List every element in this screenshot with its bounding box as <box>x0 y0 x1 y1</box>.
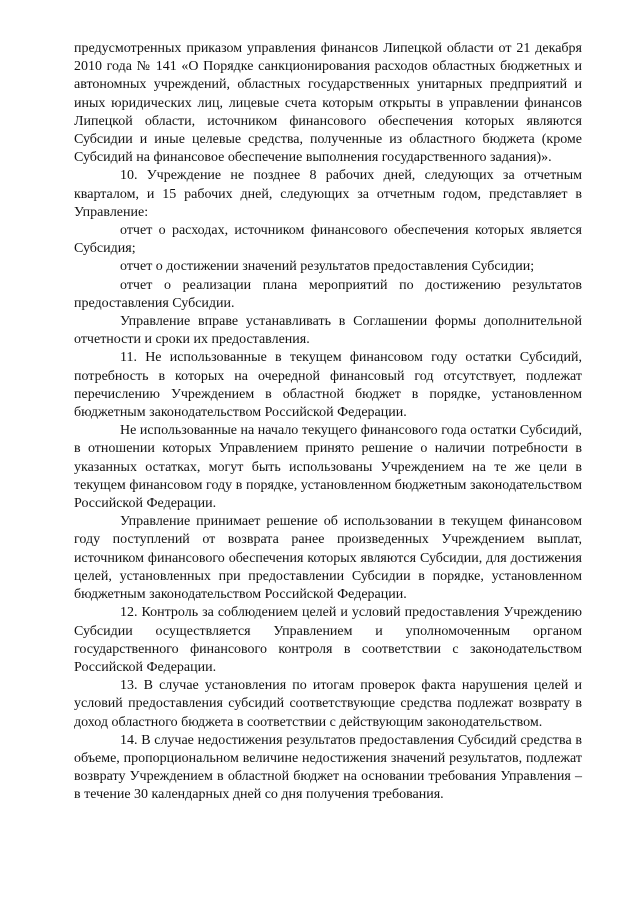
paragraph-additional-reporting: Управление вправе устанавливать в Соглашении формы дополнительной отчетности и сроки их предоставления. <box>74 314 582 348</box>
document-page <box>74 40 582 805</box>
paragraph-returned-payments: Управление принимает решение об использовании в текущем финансовом году поступлений от возврата ранее произведенных Учреждением выплат, источником финансового обеспечения которых являются Субсидии, для достижения целей, установленных при предоставлении Субсидии в порядке, установленном бюджетным законодательством Российской Федерации. <box>74 514 582 603</box>
paragraph-results-report: отчет о достижении значений результатов предоставления Субсидии; <box>120 259 535 275</box>
paragraph-clause-12: 12. Контроль за соблюдением целей и условий предоставления Учреждению Субсидии осуществляется Управлением и уполномоченным органом государственного финансового контроля в соответствии с законодательством Российской Федерации. <box>74 605 582 675</box>
paragraph-expense-report: отчет о расходах, источником финансового обеспечения которых является Субсидия; <box>74 223 582 257</box>
paragraph-continuation: предусмотренных приказом управления финансов Липецкой области от 21 декабря 2010 года № 141 «О Порядке санкционирования расходов областных бюджетных и автономных учреждений, областных государственных унитарных предприятий и иных юридических лиц, лицевые счета которым открыты в управлении финансов Липецкой области, источником финансового обеспечения которых являются Субсидии и иные целевые средства, полученные из областного бюджета (кроме Субсидий на финансовое обеспечение выполнения государственного задания)». <box>74 41 582 166</box>
paragraph-plan-report: отчет о реализации плана мероприятий по достижению результатов предоставления Субсидии. <box>74 277 582 311</box>
paragraph-unused-balances: Не использованные на начало текущего финансового года остатки Субсидий, в отношении которых Управлением принято решение о наличии потребности в указанных остатках, могут быть использованы Учреждением на те же цели в текущем финансовом году в порядке, установленном бюджетным законодательством Российской Федерации. <box>74 423 582 512</box>
paragraph-clause-14: 14. В случае недостижения результатов предоставления Субсидий средства в объеме, пропорциональном величине недостижения значений результатов, подлежат возврату Учреждением в областной бюджет на основании требования Управления – в течение 30 календарных дней со дня получения требования. <box>74 732 582 803</box>
paragraph-clause-13: 13. В случае установления по итогам проверок факта нарушения целей и условий предоставления субсидий соответствующие средства подлежат возврату в доход областного бюджета в соответствии с действующим законодательством. <box>74 678 582 730</box>
paragraph-clause-10: 10. Учреждение не позднее 8 рабочих дней, следующих за отчетным кварталом, и 15 рабочих дней, следующих за отчетным годом, представляет в Управление: <box>74 168 582 220</box>
paragraph-clause-11: 11. Не использованные в текущем финансовом году остатки Субсидий, потребность в которых на очередной финансовый год отсутствует, подлежат перечислению Учреждением в областной бюджет в порядке, установленном бюджетным законодательством Российской Федерации. <box>74 350 582 421</box>
